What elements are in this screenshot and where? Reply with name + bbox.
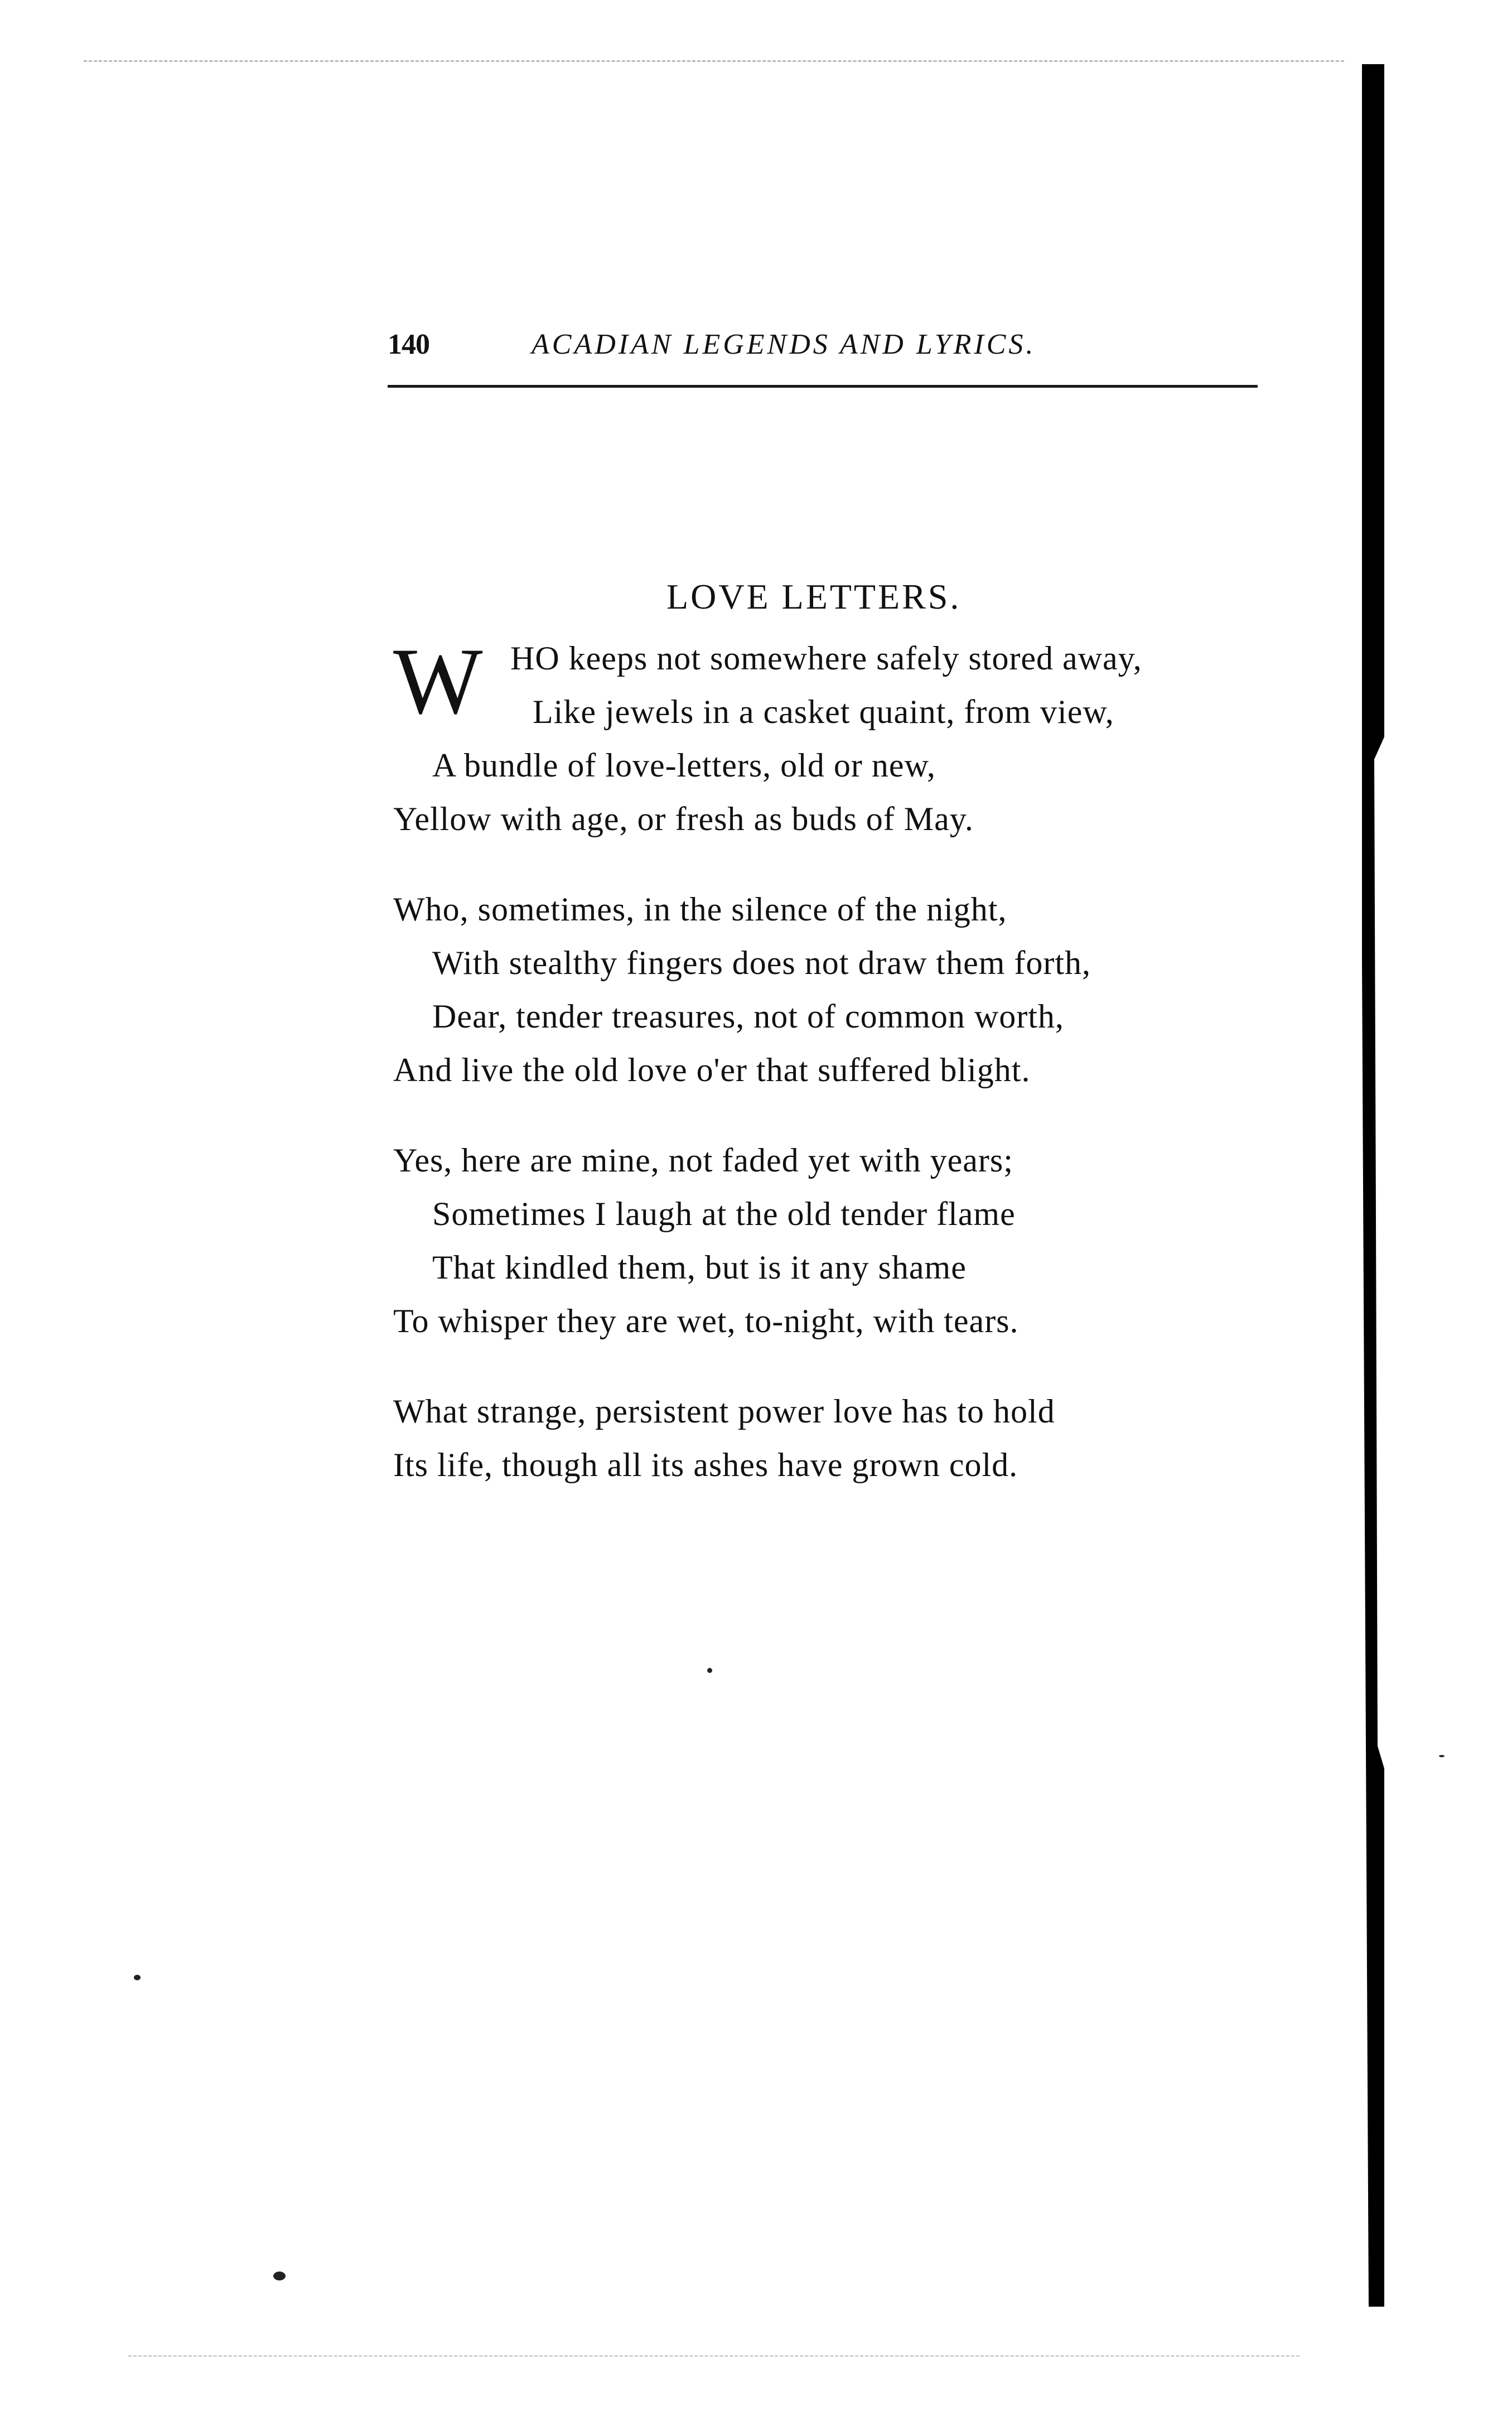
stanza-4 [393,1385,1263,1492]
page-number: 140 [388,329,429,360]
running-title: ACADIAN LEGENDS AND LYRICS. [532,329,1036,360]
poem-line: Sometimes I laugh at the old tender flame [432,1195,1016,1232]
poem-line: That kindled them, but is it any shame [432,1249,967,1286]
drop-cap: W [393,629,483,734]
poem-line: Yellow with age, or fresh as buds of May. [393,800,974,837]
scan-speck [707,1668,712,1673]
stanza-2 [393,883,1263,1097]
poem-line: And live the old love o'er that suffered blight. [393,1052,1031,1088]
poem-line: What strange, persistent power love has to hold [393,1393,1055,1430]
scan-noise-top [84,60,1344,62]
header-rule [388,385,1258,388]
poem-line: To whisper they are wet, to-night, with tears. [393,1303,1019,1339]
poem-title: LOVE LETTERS. [666,577,962,616]
scan-speck [273,2272,286,2280]
binding-shadow [1362,64,1384,2307]
poem-body [393,631,1263,1492]
poem-line: With stealthy fingers does not draw them forth, [432,944,1091,981]
poem-line: Dear, tender treasures, not of common worth, [432,998,1064,1035]
stanza-3 [393,1134,1263,1348]
poem-line: Like jewels in a casket quaint, from view, [533,693,1114,730]
poem-line: Who, sometimes, in the silence of the night, [393,891,1007,928]
scan-noise-bottom [128,2355,1300,2357]
poem-line: Yes, here are mine, not faded yet with years; [393,1142,1013,1179]
poem-line: Its life, though all its ashes have grown cold. [393,1446,1018,1483]
stanza-1 [393,631,1263,846]
running-head [388,322,1258,367]
scan-speck [134,1975,141,1980]
scan-speck [1439,1755,1445,1757]
poem-line: A bundle of love-letters, old or new, [432,747,936,784]
poem-line: HO keeps not somewhere safely stored away, [510,640,1142,677]
